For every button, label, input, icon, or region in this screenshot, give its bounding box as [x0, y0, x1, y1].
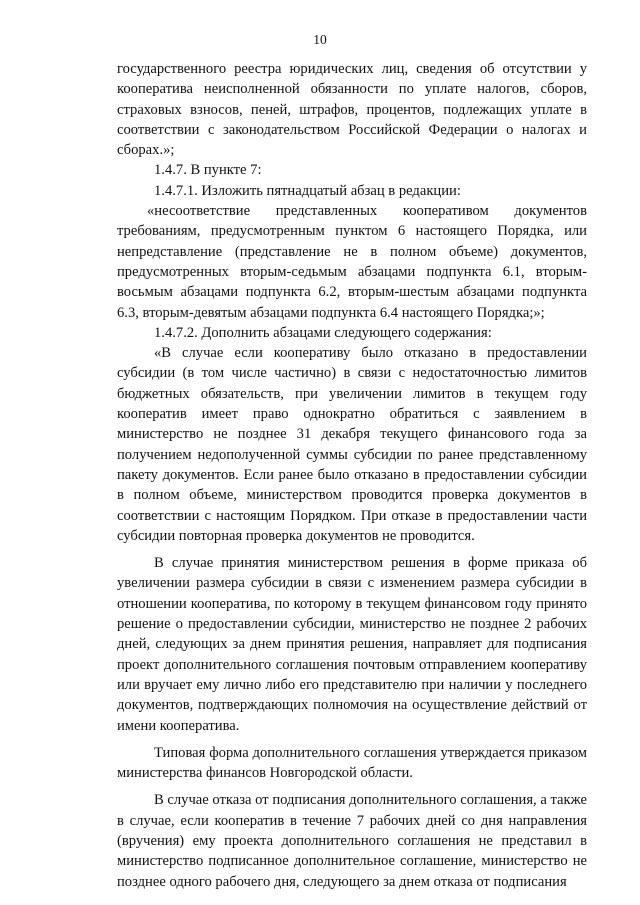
paragraph: В случае отказа от подписания дополнительного соглашения, а также в случае, если кооператив в течение 7 рабочих дней со дня направления (вручения) ему проекта дополнительного соглашения не представил в министерство подписанное дополнительное соглашение, министерство не позднее одного рабочего дня, следующего за днем отказа от подписания [117, 792, 587, 890]
paragraph: 1.4.7. В пункте 7: [154, 162, 262, 179]
paragraph: В случае принятия министерством решения в форме приказа об увеличении размера субсидии в связи с изменением размера субсидии в отношении кооператива, по которому в текущем финансовом году принято решение о предоставлении субсидии, министерство не позднее 2 рабочих дней, следующих за днем принятия решения, направляет для подписания проект дополнительного соглашения почтовым отправлением кооперативу или вручает ему лично либо его представителю при наличии у последнего документов, подтверждающих полномочия на осуществление действий от имени кооператива. [117, 555, 587, 734]
paragraph: «несоответствие представленных кооперативом документов требованиям, предусмотренным пунктом 6 настоящего Порядка, или непредставление (представление не в полном объеме) документов, предусмотренных вторым-седьмым абзацами подпункта 6.1, вторым-восьмым абзацами подпункта 6.2, вторым-шестым абзацами подпункта 6.3, вторым-девятым абзацами подпункта 6.4 настоящего Порядка;»; [117, 203, 587, 321]
document-body [117, 59, 587, 892]
paragraph: «В случае если кооперативу было отказано в предоставлении субсидии (в том числе частично) в связи с недостаточностью лимитов бюджетных обязательств, при увеличении лимитов в текущем году кооператив имеет право однократно обратиться с заявлением в министерство не позднее 31 декабря текущего финансового года за получением недополученной суммы субсидии по ранее представленному пакету документов. Если ранее было отказано в предоставлении субсидии в полном объеме, министерством проводится проверка документов в соответствии с настоящим Порядком. При отказе в предоставлении части субсидии повторная проверка документов не проводится. [117, 345, 587, 544]
paragraph: Типовая форма дополнительного соглашения утверждается приказом министерства финансов Новгородской области. [117, 744, 587, 782]
page-number: 10 [313, 32, 327, 47]
paragraph: 1.4.7.2. Дополнить абзацами следующего содержания: [154, 324, 492, 341]
paragraph: 1.4.7.1. Изложить пятнадцатый абзац в редакции: [154, 182, 461, 199]
paragraph: государственного реестра юридических лиц, сведения об отсутствии у кооператива неисполненной обязанности по уплате налогов, сборов, страховых взносов, пеней, штрафов, процентов, подлежащих уплате в соответствии с законодательством Российской Федерации о налогах и сборах.»; [117, 61, 587, 159]
